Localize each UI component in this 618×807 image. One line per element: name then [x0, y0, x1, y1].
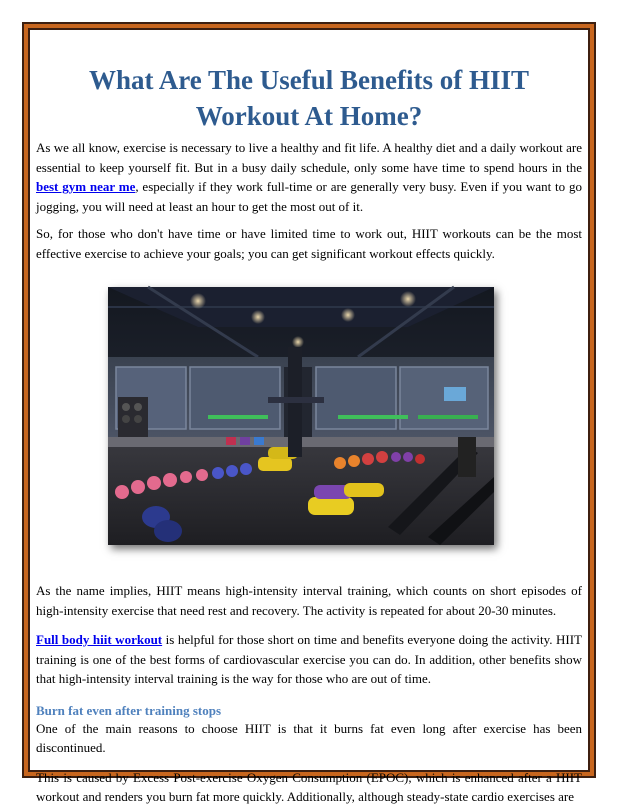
full-body-hiit-workout-link[interactable]: Full body hiit workout [36, 632, 163, 647]
burn-fat-subheading: Burn fat even after training stops [36, 702, 222, 718]
gym-interior-photo [108, 287, 494, 545]
intro-text-start: As we all know, exercise is necessary to live a healthy and fit life. A healthy diet and a daily workout are essential to keep yourself fit. But in a busy daily schedule, only some have time to spend hours in the [36, 140, 582, 175]
full-body-text: is helpful for those short on time and benefits everyone doing the activity. HIIT training is one of the best forms of cardiovascular exercise you can do. In addition, other benefits show that high-intensity interval training is the way for those who are out of time. [36, 632, 582, 686]
limited-time-paragraph: So, for those who don't have time or have limited time to work out, HIIT workouts can be the most effective exercise to achieve your goals; you can get significant workout effects quickly. [36, 226, 582, 261]
intro-text-end: , especially if they work full-time or are generally very busy. Even if you want to go jogging, you will need at least an hour to get the most out of it. [36, 179, 582, 214]
epoc-paragraph: This is caused by Excess Post-exercise Oxygen Consumption (EPOC), which is enhanced after a HIIT workout and renders you burn fat more quickly. Additionally, although steady-state cardio exercises are [36, 769, 582, 804]
document-page [30, 30, 588, 804]
intro-paragraph [36, 138, 582, 216]
hiit-definition-paragraph: As the name implies, HIIT means high-intensity interval training, which counts on short episodes of high-intensity exercise that need rest and recovery. The activity is repeated for about 20-30 minutes. [36, 583, 582, 618]
full-body-paragraph [36, 630, 582, 689]
document-title: What Are The Useful Benefits of HIIT Workout At Home? [88, 65, 529, 131]
burn-fat-paragraph: One of the main reasons to choose HIIT is that it burns fat even long after exercise has been discontinued. [36, 720, 582, 755]
image-container [36, 287, 582, 545]
best-gym-near-me-link[interactable]: best gym near me [36, 179, 136, 194]
document-content [36, 30, 582, 807]
